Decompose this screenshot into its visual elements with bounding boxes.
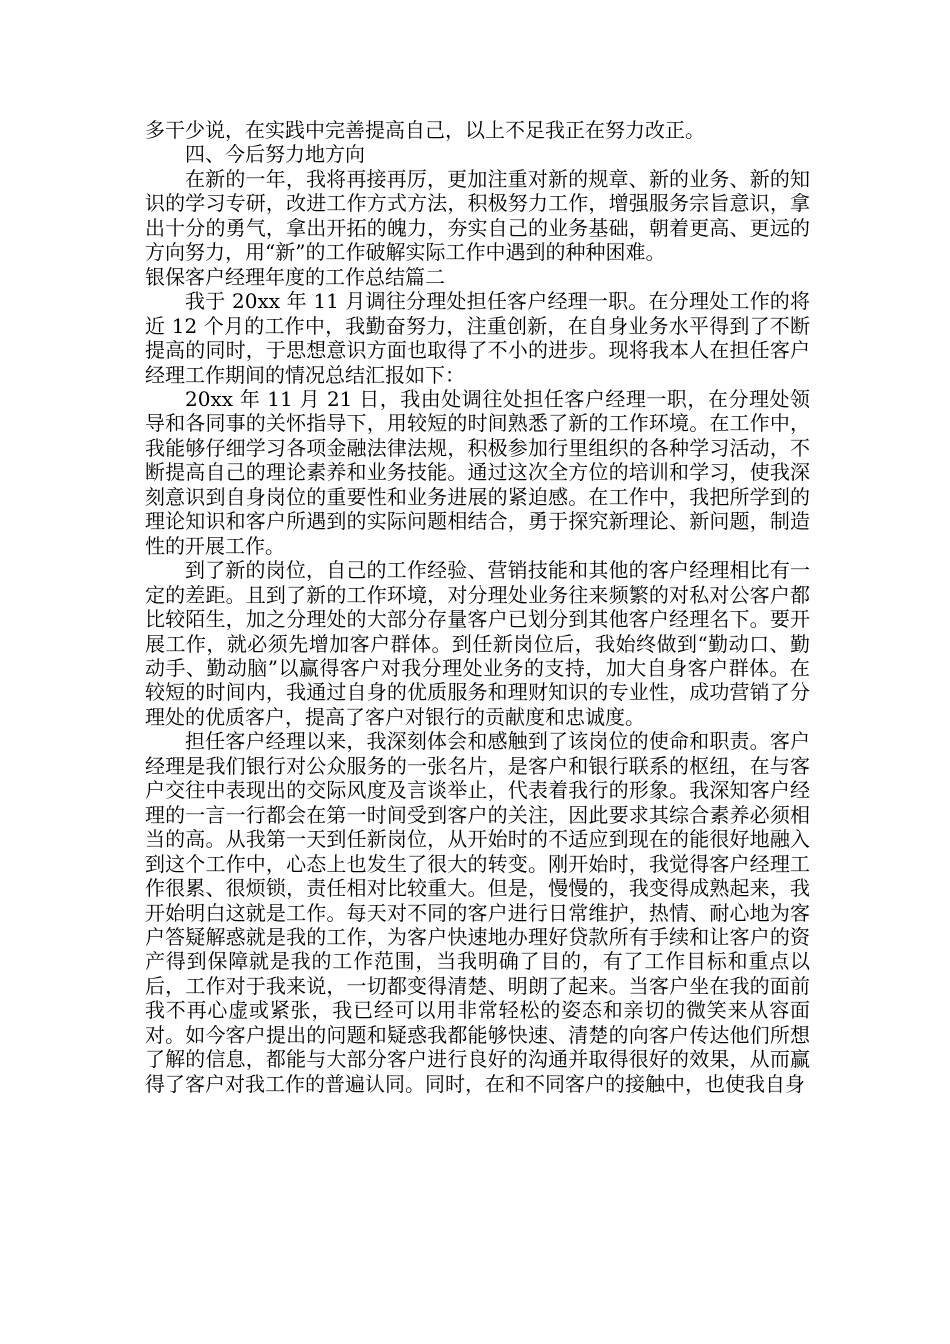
paragraph-intro: 我于 20xx 年 11 月调往分理处担任客户经理一职。在分理处工作的将近 12 个月的工作中，我勤奋努力，注重创新，在自身业务水平得到了不断提高的同时，于思想意识方面也取得了不小的进步。现将我本人在担任客户经理工作期间的情况总结汇报如下： bbox=[145, 289, 810, 387]
paragraph-continuation: 多干少说，在实践中完善提高自己，以上不足我正在努力改正。 bbox=[145, 118, 705, 142]
article-title-part-two: 银保客户经理年度的工作总结篇二 bbox=[145, 264, 445, 289]
document-body bbox=[145, 118, 810, 1096]
paragraph-duties: 担任客户经理以来，我深刻体会和感触到了该岗位的使命和职责。客户经理是我们银行对公众服务的一张名片，是客户和银行联系的枢纽，在与客户交往中表现出的交际风度及言谈举止，代表着我行的形象。我深知客户经理的一言一行都会在第一时间受到客户的关注，因此要求其综合素养必须相当的高。从我第一天到任新岗位，从开始时的不适应到现在的能很好地融入到这个工作中，心态上也发生了很大的转变。刚开始时，我觉得客户经理工作很累、很烦锁，责任相对比较重大。但是，慢慢的，我变得成熟起来，我开始明白这就是工作。每天对不同的客户进行日常维护，热情、耐心地为客户答疑解惑就是我的工作，为客户快速地办理好贷款所有手续和让客户的资产得到保障就是我的工作范围，当我明确了目的，有了工作目标和重点以后，工作对于我来说，一切都变得清楚、明朗了起来。当客户坐在我的面前我不再心虚或紧张，我已经可以用非常轻松的姿态和亲切的微笑来从容面对。如今客户提出的问题和疑惑我都能够快速、清楚的向客户传达他们所想了解的信息，都能与大部分客户进行良好的沟通并取得很好的效果，从而赢得了客户对我工作的普遍认同。同时，在和不同客户的接触中，也使我自身 bbox=[145, 729, 810, 1096]
paragraph-new-year-plan: 在新的一年，我将再接再厉，更加注重对新的规章、新的业务、新的知识的学习专研，改进工作方式方法，积极努力工作，增强服务宗旨意识，拿出十分的勇气，拿出开拓的魄力，夯实自己的业务基础，朝着更高、更远的方向努力，用“新”的工作破解实际工作中遇到的种种困难。 bbox=[145, 166, 810, 265]
section-heading-future-direction: 四、今后努力地方向 bbox=[185, 142, 365, 167]
paragraph-transfer: 20xx 年 11 月 21 日，我由处调往处担任客户经理一职，在分理处领导和各同事的关怀指导下，用较短的时间熟悉了新的工作环境。在工作中，我能够仔细学习各项金融法律法规，积极参加行里组织的各种学习活动，不断提高自己的理论素养和业务技能。通过这次全方位的培训和学习，使我深刻意识到自身岗位的重要性和业务进展的紧迫感。在工作中，我把所学到的理论知识和客户所遇到的实际问题相结合，勇于探究新理论、新问题，制造性的开展工作。 bbox=[145, 386, 810, 558]
paragraph-new-position: 到了新的岗位，自己的工作经验、营销技能和其他的客户经理相比有一定的差距。且到了新的工作环境，对分理处业务往来频繁的对私对公客户都比较陌生，加之分理处的大部分存量客户已划分到其他客户经理名下。要开展工作，就必须先增加客户群体。到任新岗位后，我始终做到“勤动口、勤动手、勤动脑”以赢得客户对我分理处业务的支持，加大自身客户群体。在较短的时间内，我通过自身的优质服务和理财知识的专业性，成功营销了分理处的优质客户，提高了客户对银行的贡献度和忠诚度。 bbox=[145, 558, 810, 729]
